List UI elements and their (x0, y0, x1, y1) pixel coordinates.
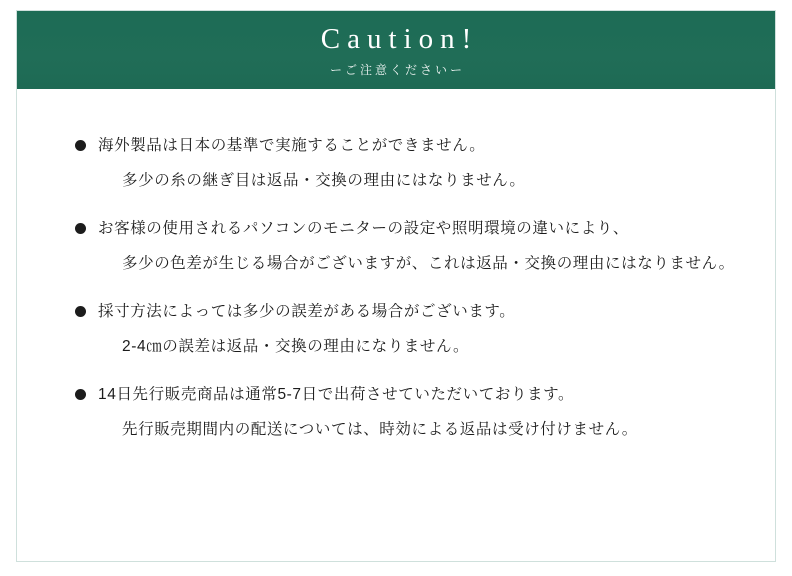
bullet-icon (75, 140, 86, 151)
page-title: Caution! (320, 22, 479, 55)
bullet-icon (75, 223, 86, 234)
notice-first-line (51, 382, 741, 408)
list-item (51, 133, 741, 194)
notice-first-line (51, 299, 741, 325)
page-subtitle: ーご注意くださいー (329, 63, 465, 78)
list-item (51, 216, 741, 277)
bullet-icon (75, 389, 86, 400)
notice-line-1: 14日先行販売商品は通常5-7日で出荷させていただいております。 (98, 386, 575, 403)
list-item (51, 382, 741, 443)
notice-line-1: 採寸方法によっては多少の誤差がある場合がございます。 (98, 303, 516, 320)
caution-card (16, 10, 776, 562)
notice-line-2: 多少の色差が生じる場合がございますが、これは返品・交換の理由にはなりません。 (122, 255, 735, 272)
bullet-icon (75, 306, 86, 317)
notice-first-line (51, 133, 741, 159)
notice-line-1: お客様の使用されるパソコンのモニターの設定や照明環境の違いにより、 (98, 220, 629, 237)
notice-list (17, 89, 775, 563)
notice-line-2: 先行販売期間内の配送については、時効による返品は受け付けません。 (122, 421, 638, 438)
notice-first-line (51, 216, 741, 242)
notice-line-1: 海外製品は日本の基準で実施することができません。 (98, 137, 486, 154)
notice-line-2: 多少の糸の継ぎ目は返品・交換の理由にはなりません。 (122, 172, 526, 189)
caution-header (17, 11, 775, 89)
notice-line-2: 2-4㎝の誤差は返品・交換の理由になりません。 (122, 338, 470, 355)
list-item (51, 299, 741, 360)
